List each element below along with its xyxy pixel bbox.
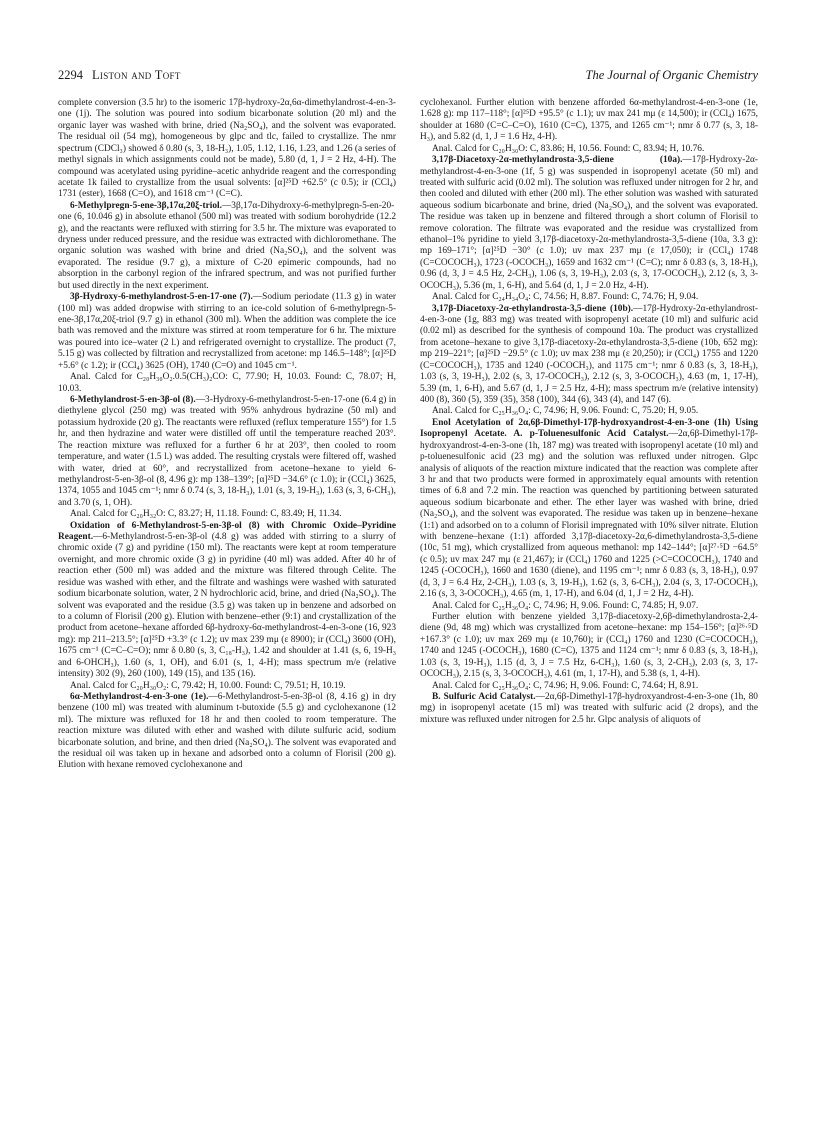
section-paragraph (420, 304, 758, 407)
section-heading: Oxidation of 6-Methylandrost-5-en-3β-ol (8) with Chromic Oxide–Pyridine Reagent. (58, 520, 396, 543)
left-column (58, 98, 396, 772)
body-paragraph: Anal. Calcd for C₂₄H₃₄O₄: C, 74.56; H, 8.87. Found: C, 74.76; H, 9.04. (432, 292, 699, 303)
section-heading: 3,17β-Diacetoxy-2α-ethylandrosta-3,5-diene (10b). (432, 303, 634, 314)
section-paragraph (58, 692, 396, 772)
section-heading: 6-Methylpregn-5-ene-3β,17α,20ξ-triol. (70, 200, 222, 211)
section-body: —2α,6β-Dimethyl-17β-hydroxyandrost-4-en-3-one (1h, 80 mg) in isopropenyl acetate (15 ml) was treated with sulfuric acid (2 drops), and the mixture was refluxed under nitrogen for 2.5 hr. Glpc analysis of aliquots of (420, 691, 758, 725)
section-paragraph (58, 521, 396, 681)
journal-title: The Journal of Organic Chemistry (585, 68, 758, 82)
section-paragraph (58, 201, 396, 292)
section-body: —3β,17α-Dihydroxy-6-methylpregn-5-en-20-one (6, 10.046 g) in absolute ethanol (500 ml) was treated with sodium borohydride (12.2 g), and the reactants were refluxed with stirring for 3.5 hr. The mixture was evaporated to dryness under reduced pressure, and the residue was extracted with dichloromethane. The organic solution was washed with brine and dried (Na₂SO₄), and the solvent was evaporated. The residue (9.7 g), a mixture of C-20 epimeric compounds, had no absorption in the carbonyl region of the infrared spectrum, and was not purified further but used directly in the next experiment. (58, 200, 396, 291)
body-paragraph: Anal. Calcd for C₂₀H₃₀O₂: C, 79.42; H, 10.00. Found: C, 79.51; H, 10.19. (70, 680, 346, 691)
section-body: —17β-Hydroxy-2α-ethylandrost-4-en-3-one (1g, 883 mg) was treated with isopropenyl acetate (10 ml) and sulfuric acid (0.02 ml) as described for the synthesis of compound 10a. The product was crystallized from acetone–hexane to give 3,17β-diacetoxy-2α-ethylandrosta-3,5-diene (10b, 652 mg): mp 219–221°; [α]²⁵D −29.5° (c 1.0); uv max 238 mμ (ε 20,250); ir (CCl₄) 1755 and 1220 (C=COCOCH₃), 1735 and 1240 (-OCOCH₃), and 1175 cm⁻¹; nmr δ 0.83 (s, 3, 18-H₃), 1.03 (s, 3, 19-H₃), 2.02 (s, 3, 17-OCOCH₃), 2.12 (s, 3, 3-OCOCH₃), 4.63 (m, 1, 17-H), 5.39 (m, 1, 6-H), and 5.67 (d, 1, J = 2.5 Hz, 4-H); mass spectrum m/e (relative intensity) 400 (8), 360 (5), 359 (35), 358 (100), 344 (6), 343 (4), and 147 (6). (420, 303, 758, 405)
section-body: —17β-Hydroxy-2α-methylandrost-4-en-3-one (1f, 5 g) was suspended in isopropenyl acetate (50 ml) and treated with sulfuric acid (0.02 ml). The solution was refluxed under nitrogen for 2 hr, and then cooled and diluted with ether (200 ml). The ether solution was washed with saturated aqueous sodium bicarbonate and brine, dried (Na₂SO₄), and the solvent was evaporated. The residue was taken up in benzene and filtered through a short column of Florisil to remove coloration. The filtrate was evaporated and the residue was crystallized from ethanol–1% pyridine to yield 3,17β-diacetoxy-2α-methylandrosta-3,5-diene (10a, 3.3 g): mp 169–171°; [α]²⁵D −30° (c 1.0); uv max 237 mμ (ε 17,050); ir (CCl₄) 1748 (C=COCOCH₃), 1723 (-OCOCH₃), 1659 and 1632 cm⁻¹ (C=C); nmr δ 0.83 (s, 3, 18-H₃), 0.96 (d, 3, J = 4.5 Hz, 2-CH₃), 1.06 (s, 3, 19-H₃), 2.03 (s, 3, 17-OCOCH₃), 2.12 (s, 3, 3-OCOCH₃), 5.36 (m, 1, 6-H), and 5.64 (d, 1, J = 2.0 Hz, 4-H). (420, 155, 758, 291)
section-heading: Enol Acetylation of 2α,6β-Dimethyl-17β-hydroxyandrost-4-en-3-one (1h) Using Isopropenyl Acetate. A. p-Toluenesulfonic Acid Catalyst. (420, 417, 758, 440)
body-paragraph: Anal. Calcd for C₂₅H₃₆O₄: C, 74.96; H, 9.06. Found: C, 74.85; H, 9.07. (432, 600, 699, 611)
section-body: —6-Methylandrost-5-en-3β-ol (8, 4.16 g) in dry benzene (100 ml) was treated with aluminum t-butoxide (5.5 g) and cyclohexanone (12 ml). The mixture was refluxed for 18 hr and then cooled to room temperature. The reaction mixture was diluted with ether and washed with dilute sulfuric acid, sodium bicarbonate solution, and brine, and then dried (Na₂SO₄). The solvent was evaporated and the residual oil was taken up in hexane and adsorbed onto a column of Florisil (200 g). Elution with hexane removed cyclohexanone and (58, 691, 396, 771)
page-header (58, 68, 758, 86)
section-heading: B. Sulfuric Acid Catalyst. (432, 691, 536, 702)
body-paragraph: Further elution with benzene yielded 3,17β-diacetoxy-2,6β-dimethylandrosta-2,4-diene (9d, 48 mg) which was crystallized from acetone–hexane: mp 154–156°; [α]²⁶·⁵D +167.3° (c 1.0); uv max 269 mμ (ε 10,760); ir (CCl₄) 1760 and 1230 (C=COCOCH₃), 1740 and 1245 (-OCOCH₃), 1680 (C=C), 1375 and 1124 cm⁻¹; nmr δ 0.83 (s, 3, 18-H₃), 1.03 (s, 3, 19-H₃), 1.15 (d, 3, J = 7.5 Hz, 6-CH₃), 1.60 (s, 3, 2-CH₃), 2.03 (s, 3, 17-OCOCH₃), 2.15 (s, 3, 3-OCOCH₃), 4.61 (m, 1, 17-H), and 5.38 (s, 1, 4-H). (420, 611, 758, 680)
right-column (420, 98, 758, 726)
section-paragraph (58, 395, 396, 509)
body-paragraph: complete conversion (3.5 hr) to the isomeric 17β-hydroxy-2α,6α-dimethylandrost-4-en-3-one (1j). The solution was poured into sodium bicarbonate solution (20 ml) and the organic layer was washed with brine, dried (Na₂SO₄), and the solvent was evaporated. The residual oil (54 mg), homogeneous by glpc and tlc, failed to crystallize. The nmr spectrum (CDCl₃) showed δ 0.80 (s, 3, 18-H₃), 1.05, 1.12, 1.16, 1.23, and 1.26 (a series of methyl signals in which assignments could not be made), 5.80 (d, 1, J = 2 Hz, 4-H). The compound was acetylated using pyridine–acetic anhydride reagent and the corresponding acetate 1k failed to crystallize from the usual solvents: [α]²⁵D +62.5° (c 0.5); ir (CCl₄) 1731 (ester), 1668 (C=O), and 1618 cm⁻¹ (C=C). (58, 98, 396, 200)
section-body: —2α,6β-Dimethyl-17β-hydroxyandrost-4-en-3-one (1h, 187 mg) was treated with isopropenyl acetate (10 ml) and p-toluenesulfonic acid (23 mg) and the solution was refluxed under nitrogen. Glpc analysis of aliquots of the reaction mixture indicated that the reaction was complete after 3 hr and that two products were formed in approximately equal amounts with retention times of 6.8 and 7.2 min. The reaction was quenched by partitioning between saturated aqueous sodium bicarbonate and ether. The ether layer was washed with brine, dried (Na₂SO₄), and the solvent was evaporated. The residue was taken up in benzene–hexane (1:1) and adsorbed on to a column of Florisil impregnated with 10% silver nitrate. Elution with benzene–hexane (1:1) afforded 3,17β-diacetoxy-2α,6-dimethylandrosta-3,5-diene (10c, 51 mg), which crystallized from aqueous methanol: mp 142–144°; [α]²⁷·⁵D −64.5° (c 0.5); uv max 247 mμ (ε 21,467); ir (CCl₄) 1760 and 1225 (>C=COCOCH₃), 1740 and 1245 (-OCOCH₃), 1660 and 1630 (diene), and 1195 cm⁻¹; nmr δ 0.83 (s, 3, 18-H₃), 0.97 (d, 3, J = 6.4 Hz, 2-CH₃), 1.03 (s, 3, 19-H₃), 1.62 (s, 3, 6-CH₃), 2.04 (s, 3, 17-OCOCH₃), 2.16 (s, 3, 3-OCOCH₃), 4.65 (m, 1, 17-H), and 6.04 (d, 1, J = 2 Hz, 4-H). (420, 429, 758, 600)
page-number: 2294 (58, 68, 83, 82)
section-paragraph (420, 155, 758, 292)
body-paragraph: Anal. Calcd for C₂₀H₃₀O₂.0.5(CH₃)₂CO: C, 77.90; H, 10.03. Found: C, 78.07; H, 10.03. (58, 372, 396, 394)
section-body: —3-Hydroxy-6-methylandrost-5-en-17-one (6.4 g) in diethylene glycol (250 mg) was treated with 95% anhydrous hydrazine (50 ml) and potassium hydroxide (20 g). The reactants were refluxed (reflux temperature 155°) for 1.5 hr, and then hydrazine and water were distilled off until the temperature reached 203°. The reaction mixture was refluxed for a further 6 hr at 203°, then cooled to room temperature, and water (1.5 l.) was added. The resulting crystals were filtered off, washed with water, dried at 60°, and recrystallized from acetone–hexane to yield 6-methylandrost-5-en-3β-ol (8, 4.96 g): mp 138–139°; [α]²⁵D −34.6° (c 1.0); ir (CCl₄) 3625, 1374, 1055 and 1045 cm⁻¹; nmr δ 0.74 (s, 3, 18-H₃), 1.01 (s, 3, 19-H₃), 1.63 (s, 3, 6-CH₃), and 3.70 (s, 1, OH). (58, 394, 397, 508)
body-paragraph: Anal. Calcd for C₂₅H₃₆O₄: C, 74.96; H, 9.06. Found: C, 74.64; H, 8.91. (432, 680, 699, 691)
running-authors: Liston and Toft (92, 68, 181, 82)
section-heading: 3β-Hydroxy-6-methylandrost-5-en-17-one (7). (70, 292, 253, 303)
section-heading: 6α-Methylandrost-4-en-3-one (1e). (70, 691, 209, 702)
body-paragraph: Anal. Calcd for C₂₀H₃₀O: C, 83.86; H, 10.56. Found: C, 83.94; H, 10.76. (432, 143, 705, 154)
section-body: —6-Methylandrost-5-en-3β-ol (4.8 g) was added with stirring to a slurry of chromic oxide (7 g) and pyridine (150 ml). The reactants were kept at room temperature overnight, and more chromic oxide (3 g) in pyridine (40 ml) was added. After 40 hr of reaction ether (500 ml) was added and the mixture was filtered through Celite. The residue was washed with ether, and the filtrate and washings were washed with saturated sodium bicarbonate solution, water, 2 N hydrochloric acid, brine, and dried (Na₂SO₄). The solvent was evaporated and the residue (3.5 g) was taken up in benzene and adsorbed on to a column of Florisil (200 g). Elution with benzene–ether (9:1) and crystallization of the product from acetone–hexane afforded 6β-hydroxy-6α-methylandrost-4-en-3-one (16, 923 mg): mp 211–213.5°; [α]²⁵D +3.3° (c 1.2); uv max 239 mμ (ε 8900); ir (CCl₄) 3600 (OH), 1675 cm⁻¹ (C=C–C=O); nmr δ 0.80 (s, 3, C₁₈-H₃), 1.42 and shoulder at 1.41 (s, 6, 19-H₃ and 6-OHCH₃), 1.60 (s, 1, OH), and 6.01 (s, 1, 4-H); mass spectrum m/e (relative intensity) 302 (9), 260 (100), 149 (15), and 135 (16). (58, 532, 396, 680)
section-heading: 3,17β-Diacetoxy-2α-methylandrosta-3,5-diene (10a). (432, 155, 683, 166)
body-paragraph: Anal. Calcd for C₂₀H₃₂O: C, 83.27; H, 11.18. Found: C, 83.49; H, 11.34. (70, 509, 342, 520)
section-paragraph (420, 692, 758, 726)
section-paragraph (420, 418, 758, 601)
section-body: —Sodium periodate (11.3 g) in water (100 ml) was added dropwise with stirring to an ice-cold solution of 6-methylpregn-5-ene-3β,17α,20ξ-triol (9.7 g) in ethanol (300 ml). When the addition was complete the ice bath was removed and the mixture was stirred at room temperature for 6 hr. The mixture was poured into ice–water (2 l.) and refrigerated overnight to crystallize. The product (7, 5.15 g) was collected by filtration and recrystallized from acetone: mp 146.5–148°; [α]²⁵D +5.6° (c 1.2); ir (CCl₄) 3625 (OH), 1740 (C=O) and 1045 cm⁻¹. (58, 292, 396, 371)
section-heading: 6-Methylandrost-5-en-3β-ol (8). (70, 394, 196, 405)
section-paragraph (58, 292, 396, 372)
body-paragraph: Anal. Calcd for C₂₅H₃₆O₄: C, 74.96; H, 9.06. Found: C, 75.20; H, 9.05. (432, 406, 699, 417)
body-paragraph: cyclohexanol. Further elution with benzene afforded 6α-methylandrost-4-en-3-one (1e, 1.628 g): mp 117–118°; [α]²⁵D +95.5° (c 1.1); uv max 241 mμ (ε 14,500); ir (CCl₄) 1675, shoulder at 1680 (C=C–C=O), 1610 (C=C), 1375, and 1265 cm⁻¹; nmr δ 0.77 (s, 3, 18-H₃), and 5.82 (d, 1, J = 1.6 Hz, 4-H). (420, 98, 758, 143)
